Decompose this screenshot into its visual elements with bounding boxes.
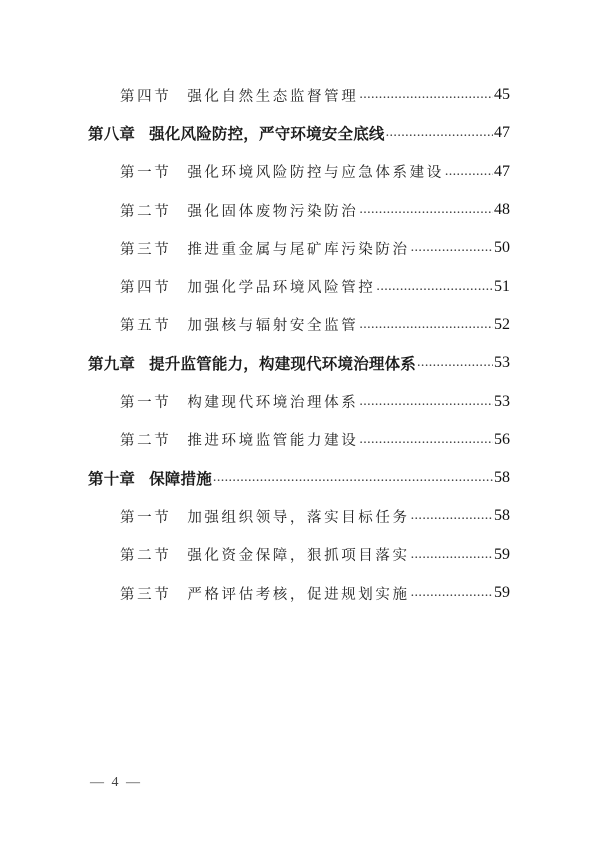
entry-title: 加强化学品环境风险管控 [187, 280, 376, 297]
entry-title: 提升监管能力，构建现代环境治理体系 [149, 355, 417, 374]
dot-leader [359, 393, 493, 411]
section-number: 第一节 [120, 509, 172, 526]
page-number: 47 [494, 124, 510, 142]
entry-title: 加强核与辐射安全监管 [187, 318, 359, 335]
toc-entry-section[interactable] [0, 382, 510, 420]
toc-entry-chapter[interactable] [0, 114, 510, 152]
page-number: 58 [494, 507, 510, 525]
page-number: 58 [494, 469, 510, 487]
table-of-contents [0, 76, 600, 612]
section-number: 第五节 [120, 318, 172, 335]
page-number: 51 [494, 277, 510, 295]
page-number: 56 [494, 430, 510, 448]
toc-entry-section[interactable] [0, 497, 510, 535]
dot-leader [376, 278, 493, 296]
toc-entry-chapter[interactable] [0, 344, 510, 382]
toc-entry-section[interactable] [0, 267, 510, 305]
dot-leader [359, 431, 493, 449]
entry-title: 强化资金保障，狠抓项目落实 [187, 548, 410, 565]
entry-title: 推进重金属与尾矿库污染防治 [187, 241, 410, 258]
section-number: 第二节 [120, 548, 172, 565]
chapter-number: 第八章 [88, 125, 136, 144]
toc-entry-section[interactable] [0, 574, 510, 612]
page-number: 53 [494, 392, 510, 410]
page-number: 52 [494, 315, 510, 333]
page-footer-number: — 4 — [90, 775, 142, 790]
toc-entry-section[interactable] [0, 421, 510, 459]
dot-leader [359, 201, 493, 219]
page-number: 47 [494, 162, 510, 180]
entry-title: 强化环境风险防控与应急体系建设 [187, 165, 444, 182]
section-number: 第四节 [120, 280, 172, 297]
entry-title: 严格评估考核，促进规划实施 [187, 586, 410, 603]
dot-leader [411, 584, 493, 602]
dot-leader [417, 354, 493, 372]
page-number: 59 [494, 584, 510, 601]
chapter-number: 第十章 [88, 470, 136, 489]
toc-entry-section[interactable] [0, 229, 510, 267]
page-number: 59 [494, 545, 510, 563]
entry-title: 加强组织领导，落实目标任务 [187, 509, 410, 526]
dot-leader [411, 507, 493, 525]
page-number: 45 [494, 86, 510, 104]
toc-entry-section[interactable] [0, 153, 510, 191]
dot-leader [359, 86, 493, 104]
page-number: 48 [494, 201, 510, 219]
dot-leader [445, 163, 493, 181]
section-number: 第二节 [120, 203, 172, 220]
dot-leader [411, 546, 493, 564]
toc-entry-section[interactable] [0, 536, 510, 574]
toc-entry-section[interactable] [0, 306, 510, 344]
entry-title: 推进环境监管能力建设 [187, 433, 359, 450]
entry-title: 构建现代环境治理体系 [187, 395, 359, 412]
dot-leader [411, 239, 493, 257]
section-number: 第三节 [120, 586, 172, 603]
section-number: 第二节 [120, 433, 172, 450]
toc-entry-chapter[interactable] [0, 459, 510, 497]
dot-leader [359, 316, 493, 334]
entry-title: 强化风险防控，严守环境安全底线 [149, 125, 385, 144]
chapter-number: 第九章 [88, 355, 136, 374]
toc-entry-section[interactable] [0, 191, 510, 229]
toc-entry-section[interactable] [0, 76, 510, 114]
section-number: 第一节 [120, 165, 172, 182]
section-number: 第一节 [120, 395, 172, 412]
dot-leader [386, 124, 493, 142]
entry-title: 保障措施 [149, 470, 212, 489]
section-number: 第三节 [120, 241, 172, 258]
page-number: 53 [494, 354, 510, 372]
section-number: 第四节 [120, 88, 172, 105]
page-number: 50 [494, 239, 510, 257]
entry-title: 强化固体废物污染防治 [187, 203, 359, 220]
entry-title: 强化自然生态监督管理 [187, 88, 359, 105]
dot-leader [213, 469, 493, 487]
